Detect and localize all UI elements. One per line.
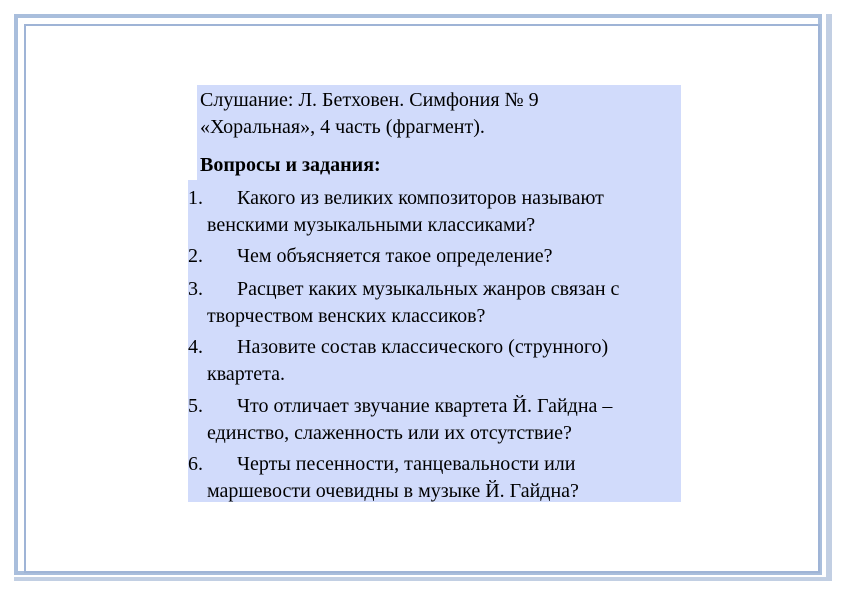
question-3-line-2: творчеством венских классиков? <box>207 305 486 327</box>
heading-line-1: Слушание: Л. Бетховен. Симфония № 9 <box>200 89 539 111</box>
question-6-line-2: маршевости очевидны в музыке Й. Гайдна? <box>207 480 579 502</box>
question-5-number: 5. <box>188 395 203 417</box>
frame-bottom-shadow <box>14 577 832 581</box>
question-1-line-2: венскими музыкальными классиками? <box>207 214 536 236</box>
question-6-number: 6. <box>188 453 203 475</box>
question-4-line-2: квартета. <box>207 363 285 385</box>
questions-title: Вопросы и задания: <box>200 154 381 176</box>
question-2-line-1: Чем объясняется такое определение? <box>237 245 553 267</box>
question-5-line-1: Что отличает звучание квартета Й. Гайдна – <box>237 395 613 417</box>
question-1-number: 1. <box>188 187 203 209</box>
question-5-line-2: единство, слаженность или их отсутствие? <box>207 422 572 444</box>
frame-right-shadow <box>826 14 832 579</box>
question-3-line-1: Расцвет каких музыкальных жанров связан с <box>237 278 620 300</box>
question-4-line-1: Назовите состав классического (струнного) <box>237 336 609 358</box>
heading-line-2: «Хоральная», 4 часть (фрагмент). <box>200 116 485 138</box>
question-3-number: 3. <box>188 278 203 300</box>
question-2-number: 2. <box>188 245 203 267</box>
question-1-line-1: Какого из великих композиторов называют <box>237 187 604 209</box>
question-4-number: 4. <box>188 336 203 358</box>
question-6-line-1: Черты песенности, танцевальности или <box>237 453 576 475</box>
